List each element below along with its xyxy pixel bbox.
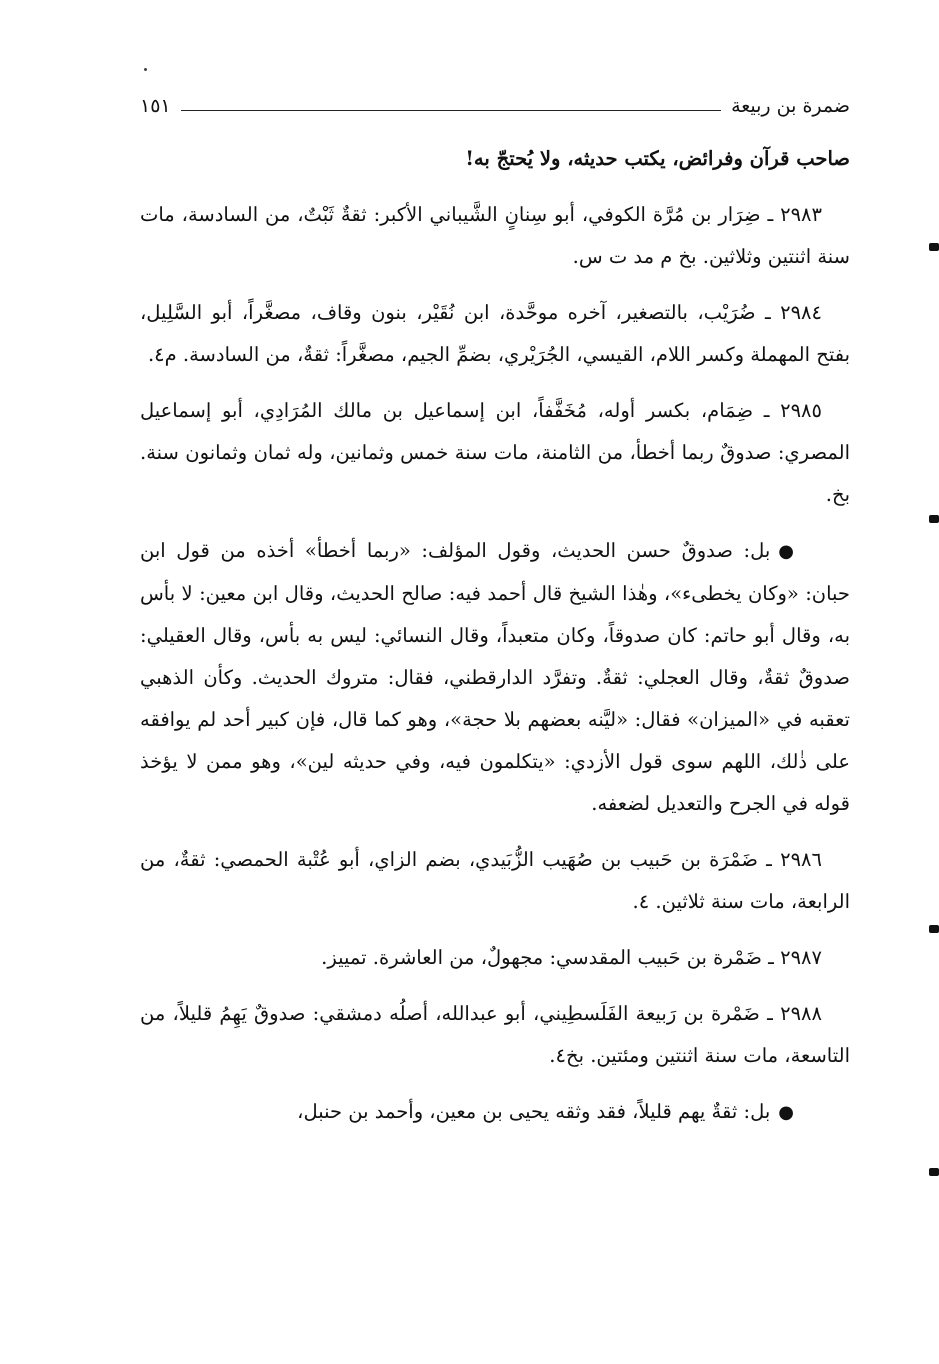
- entry-2983: ٢٩٨٣ ـ ضِرَار بن مُرَّة الكوفي، أبو سِنانٍ الشَّيباني الأكبر: ثقةٌ ثَبْتٌ، من السادسة، مات سنة اثنتين وثلاثين. بخ م مد ت س.: [140, 203, 850, 268]
- note-text: بل: صدوقٌ حسن الحديث، وقول المؤلف: «ربما أخطأ» أخذه من قول ابن حبان: «وكان يخطىء»، وهٰذا الشيخ قال أحمد فيه: صالح الحديث، وقال ابن معين: لا بأس به، وقال أبو حاتم: كان صدوقاً، وكان متعبداً، وقال النسائي: ليس به بأس، وقال العقيلي: صدوقٌ ثقةٌ، وقال العجلي: ثقةٌ. وتفرَّد الدارقطني، فقال: متروك الحديث. وكأن الذهبي تعقبه في «الميزان» فقال: «ليَّنه بعضهم بلا حجة»، وهو كما قال، فإن كبير أحد لم يوافقه على ذٰلك، اللهم سوى قول الأزدي: «يتكلمون فيه، وفي حديثه لين»، وهو ممن لا يؤخذ قوله في الجرح والتعديل لضعفه.: [140, 539, 850, 815]
- page-header: [140, 88, 850, 124]
- paragraph-continued: صاحب قرآن وفرائض، يكتب حديثه، ولا يُحتجّ به!: [465, 147, 850, 170]
- running-title: ضمرة بن ربيعة: [731, 95, 850, 117]
- entry-2988: ٢٩٨٨ ـ ضَمْرة بن رَبيعة الفَلَسطِيني، أبو عبدالله، أصلُه دمشقي: صدوقٌ يَهِمُ قليلاً، من التاسعة، مات سنة اثنتين ومئتين. بخ٤.: [140, 1002, 850, 1067]
- margin-mark: [929, 515, 939, 523]
- bullet-icon: ●: [778, 1102, 794, 1123]
- entry-2984: ٢٩٨٤ ـ ضُرَيْب، بالتصغير، آخره موحَّدة، ابن نُقَيْر، بنون وقاف، مصغَّراً، أبو السَّلِيل، بفتح المهملة وكسر اللام، القيسي، الجُرَيْري، بضمِّ الجيم، مصغَّراً: ثقةٌ، من السادسة. م٤.: [140, 301, 850, 366]
- margin-mark: [929, 1168, 939, 1176]
- header-rule: [181, 110, 721, 111]
- margin-mark: [929, 243, 939, 251]
- bullet-icon: ●: [778, 541, 794, 562]
- note-2988: [140, 1091, 850, 1134]
- scan-speck: [144, 68, 147, 71]
- page-body: [140, 138, 850, 1148]
- entry-2986: ٢٩٨٦ ـ ضَمْرَة بن حَبيب بن صُهَيب الزُّبَيدي، بضم الزاي، أبو عُتْبة الحمصي: ثقةٌ، من الرابعة، مات سنة ثلاثين. ٤.: [140, 848, 850, 913]
- note-text: بل: ثقةٌ يهم قليلاً، فقد وثقه يحيى بن معين، وأحمد بن حنبل،: [297, 1100, 771, 1123]
- page-number: ١٥١: [140, 95, 171, 117]
- entry-2987: ٢٩٨٧ ـ ضَمْرة بن حَبيب المقدسي: مجهولٌ، من العاشرة. تمييز.: [321, 946, 822, 969]
- margin-mark: [929, 925, 939, 933]
- entry-2985: ٢٩٨٥ ـ ضِمَام، بكسر أوله، مُخَفَّفاً، ابن إسماعيل بن مالك المُرَادِي، أبو إسماعيل المصري: صدوقٌ ربما أخطأ، من الثامنة، مات سنة خمس وثمانين، وله ثمان وثمانون سنة. بخ.: [140, 399, 850, 506]
- note-2985: [140, 530, 850, 825]
